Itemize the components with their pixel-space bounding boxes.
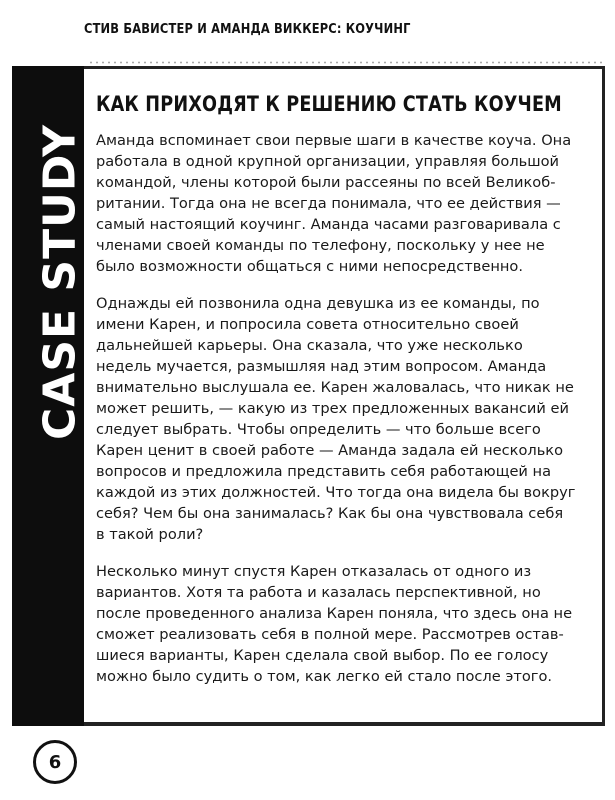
text-line: может решить, — какую из трех предложенных вакансий ей [96,400,570,417]
paragraph [96,130,586,277]
text-line: каждой из этих должностей. Что тогда она видела бы вокруг [96,484,576,501]
text-line: сможет реализовать себя в полной мере. Рассмотрев остав- [96,626,564,643]
paragraph [96,293,586,545]
text-line: командой, члены которой были рассеяны по всей Великоб- [96,174,556,191]
text-line: после проведенного анализа Карен поняла, что здесь она не [96,605,573,622]
decorative-border-texture [88,60,605,65]
text-line: Несколько минут спустя Карен отказалась от одного из [96,563,532,580]
text-line: недель мучается, размышляя над этим вопросом. Аманда [96,358,547,375]
text-line: ритании. Тогда она не всегда понимала, что ее действия — [96,195,561,212]
text-line: было возможности общаться с ними непосредственно. [96,258,523,275]
text-line: себя? Чем бы она занималась? Как бы она чувствовала себя [96,505,564,522]
text-line: шиеся варианты, Карен сделала свой выбор. По ее голосу [96,647,549,664]
sidebar-label: CASE STUDY [34,123,86,441]
page-number: 6 [33,740,77,784]
text-line: вопросов и предложила представить себя работающей на [96,463,552,480]
text-line: внимательно выслушала ее. Карен жаловалась, что никак не [96,379,574,396]
text-line: имени Карен, и попросила совета относительно своей [96,316,519,333]
text-line: Карен ценит в своей работе — Аманда задала ей несколько [96,442,564,459]
text-line: Однажды ей позвонила одна девушка из ее команды, по [96,295,540,312]
text-line: членами своей команды по телефону, поскольку у нее не [96,237,545,254]
text-line: можно было судить о том, как легко ей стало после этого. [96,668,553,685]
case-study-sidebar [12,66,84,726]
text-line: дальнейшей карьеры. Она сказала, что уже несколько [96,337,523,354]
text-line: вариантов. Хотя та работа и казалась перспективной, но [96,584,541,601]
text-line: следует выбрать. Чтобы определить — что больше всего [96,421,541,438]
article-title: КАК ПРИХОДЯТ К РЕШЕНИЮ СТАТЬ КОУЧЕМ [96,92,562,116]
text-line: работала в одной крупной организации, управляя большой [96,153,560,170]
text-line: Аманда вспоминает свои первые шаги в качестве коуча. Она [96,132,572,149]
text-line: самый настоящий коучинг. Аманда часами разговаривала с [96,216,561,233]
running-head: СТИВ БАВИСТЕР И АМАНДА ВИККЕРС: КОУЧИНГ [84,22,411,37]
paragraph [96,561,586,687]
text-line: в такой роли? [96,526,204,543]
article-body [96,130,586,703]
